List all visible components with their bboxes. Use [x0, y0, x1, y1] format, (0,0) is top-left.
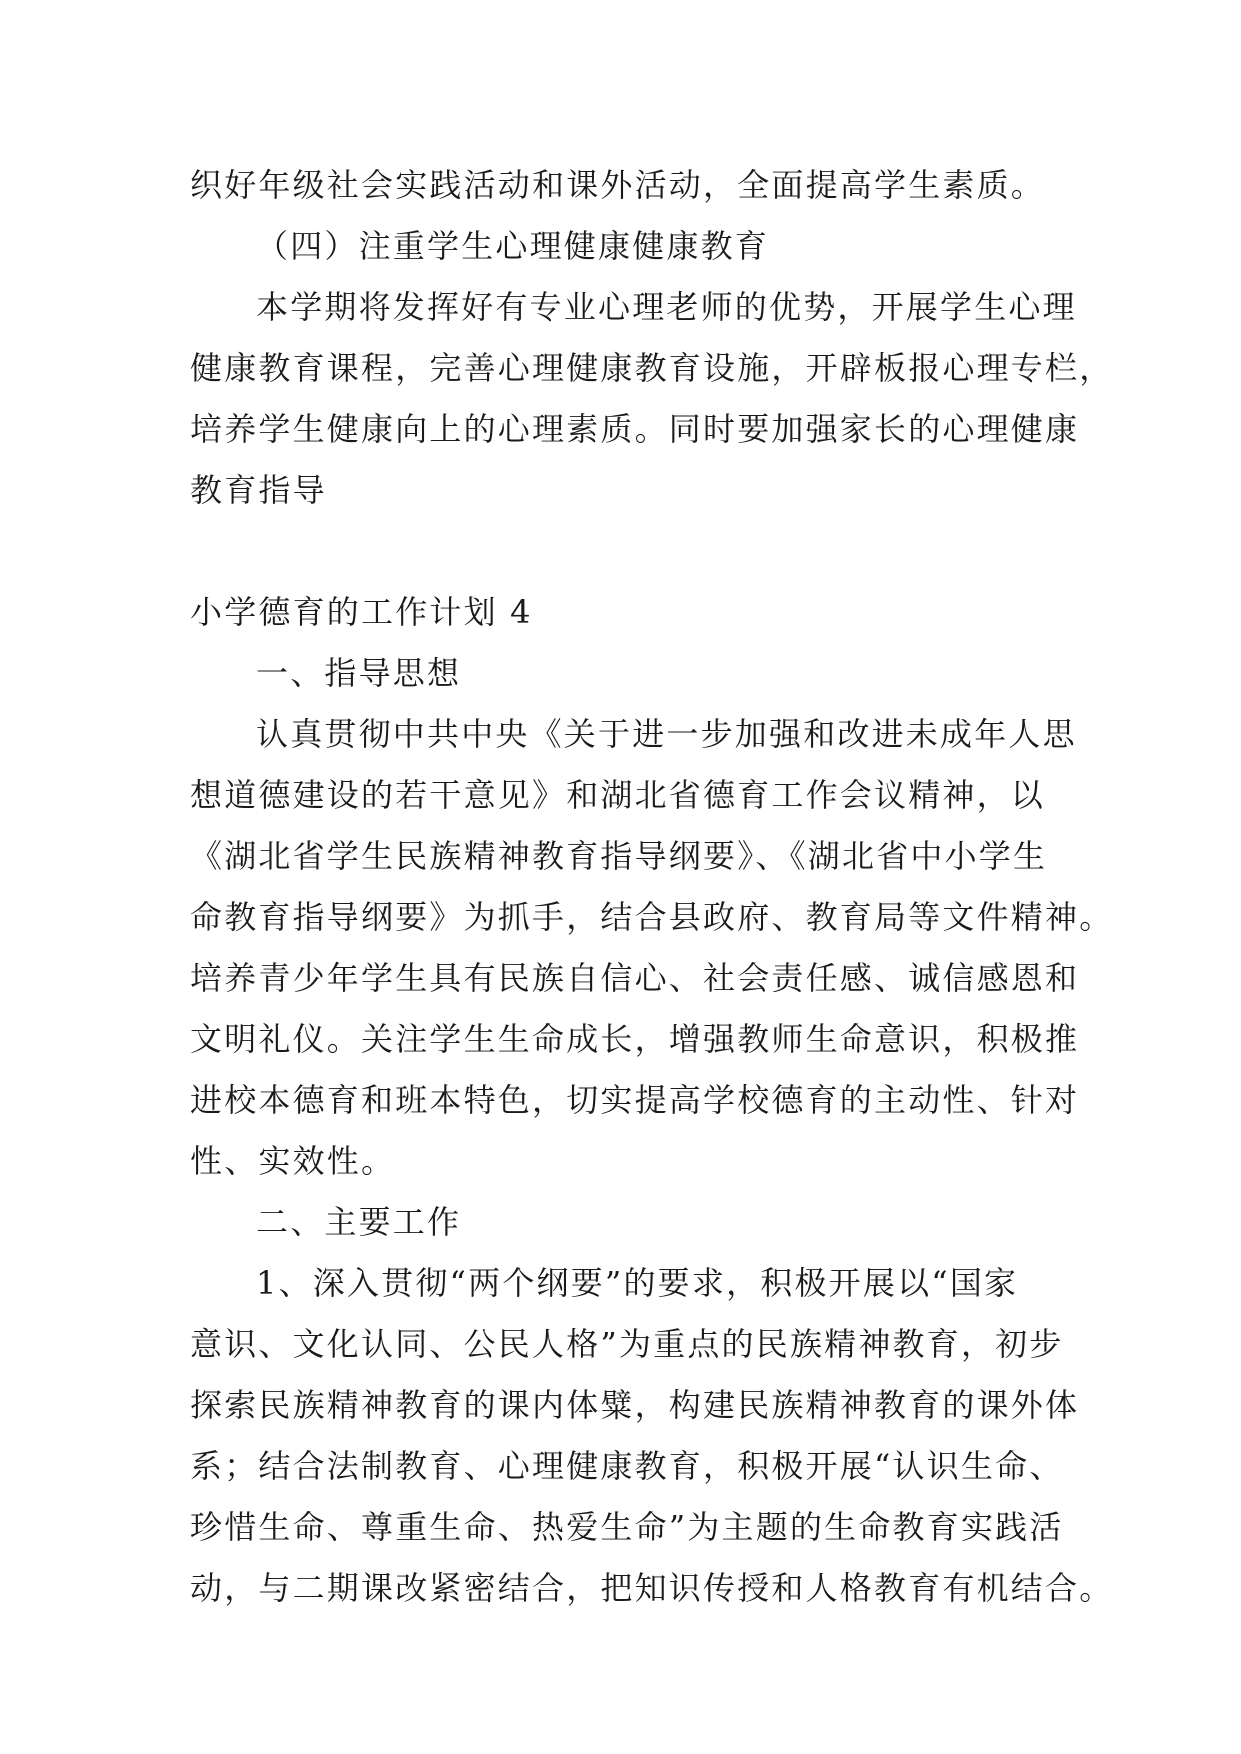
section-heading-main-work: 二、主要工作	[256, 1203, 462, 1241]
paragraph-main-work-item-1	[190, 1253, 1114, 1619]
document-title: 小学德育的工作计划 4	[190, 593, 533, 631]
paragraph-line: 本学期将发挥好有专业心理老师的优势，开展学生心理	[256, 288, 1077, 326]
paragraph-line: 培养学生健康向上的心理素质。同时要加强家长的心理健康	[190, 410, 1080, 448]
paragraph-line: 动，与二期课改紧密结合，把知识传授和人格教育有机结合。	[190, 1569, 1114, 1607]
paragraph-line: 认真贯彻中共中央《关于进一步加强和改进未成年人思	[256, 715, 1077, 753]
paragraph-tail-line: 织好年级社会实践活动和课外活动，全面提高学生素质。	[190, 166, 1046, 204]
paragraph-line: 探索民族精神教育的课内体糪，构建民族精神教育的课外体	[190, 1386, 1080, 1424]
section-heading-guiding-ideology: 一、指导思想	[256, 654, 462, 692]
paragraph-line: 1、深入贯彻“两个纲要”的要求，积极开展以“国家	[256, 1264, 1019, 1302]
paragraph-line: 《湖北省学生民族精神教育指导纲要》、《湖北省中小学生	[190, 837, 1048, 875]
paragraph-psychology	[190, 277, 1114, 521]
paragraph-line: 意识、文化认同、公民人格”为重点的民族精神教育，初步	[190, 1325, 1064, 1363]
paragraph-line: 系；结合法制教育、心理健康教育，积极开展“认识生命、	[190, 1447, 1064, 1485]
paragraph-line: 想道德建设的若干意见》和湖北省德育工作会议精神，以	[190, 776, 1046, 814]
paragraph-line: 性、实效性。	[190, 1142, 396, 1180]
paragraph-line: 文明礼仪。关注学生生命成长，增强教师生命意识，积极推	[190, 1020, 1080, 1058]
paragraph-line: 培养青少年学生具有民族自信心、社会责任感、诚信感恩和	[190, 959, 1080, 997]
paragraph-line: 教育指导	[190, 471, 327, 509]
paragraph-guiding-ideology	[190, 704, 1114, 1192]
paragraph-line: 珍惜生命、尊重生命、热爱生命”为主题的生命教育实践活	[190, 1508, 1064, 1546]
section-heading-4: （四）注重学生心理健康健康教育	[256, 227, 770, 265]
spacer	[190, 521, 1060, 582]
paragraph-line: 进校本德育和班本特色，切实提高学校德育的主动性、针对	[190, 1081, 1080, 1119]
document-page	[190, 155, 1114, 1619]
paragraph-line: 健康教育课程，完善心理健康教育设施，开辟板报心理专栏，	[190, 349, 1114, 387]
paragraph-line: 命教育指导纲要》为抓手，结合县政府、教育局等文件精神。	[190, 898, 1114, 936]
